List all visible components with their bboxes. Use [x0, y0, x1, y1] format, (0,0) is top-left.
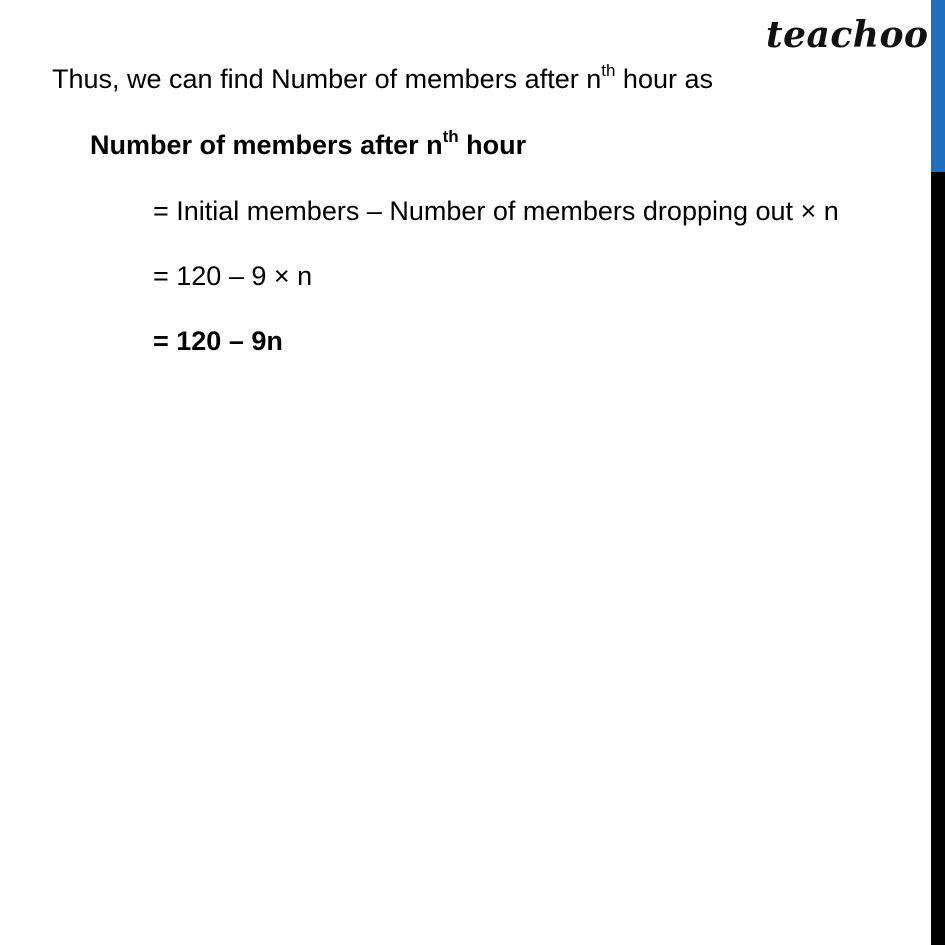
intro-text-end: hour as — [615, 64, 713, 94]
step-line-result: = 120 – 9n — [153, 326, 283, 356]
formula-heading — [90, 128, 526, 162]
heading-superscript: th — [442, 127, 459, 146]
intro-text: Thus, we can find Number of members after n — [52, 64, 602, 94]
side-bar-accent — [931, 0, 945, 172]
teachoo-logo: teachoo — [766, 14, 929, 56]
intro-line — [52, 62, 713, 96]
step-line-1: = Initial members – Number of members dropping out × n — [153, 196, 839, 226]
intro-superscript: th — [601, 61, 616, 80]
heading-text: Number of members after n — [90, 130, 443, 160]
heading-text-end: hour — [458, 130, 527, 160]
step-line-2: = 120 – 9 × n — [153, 261, 313, 291]
